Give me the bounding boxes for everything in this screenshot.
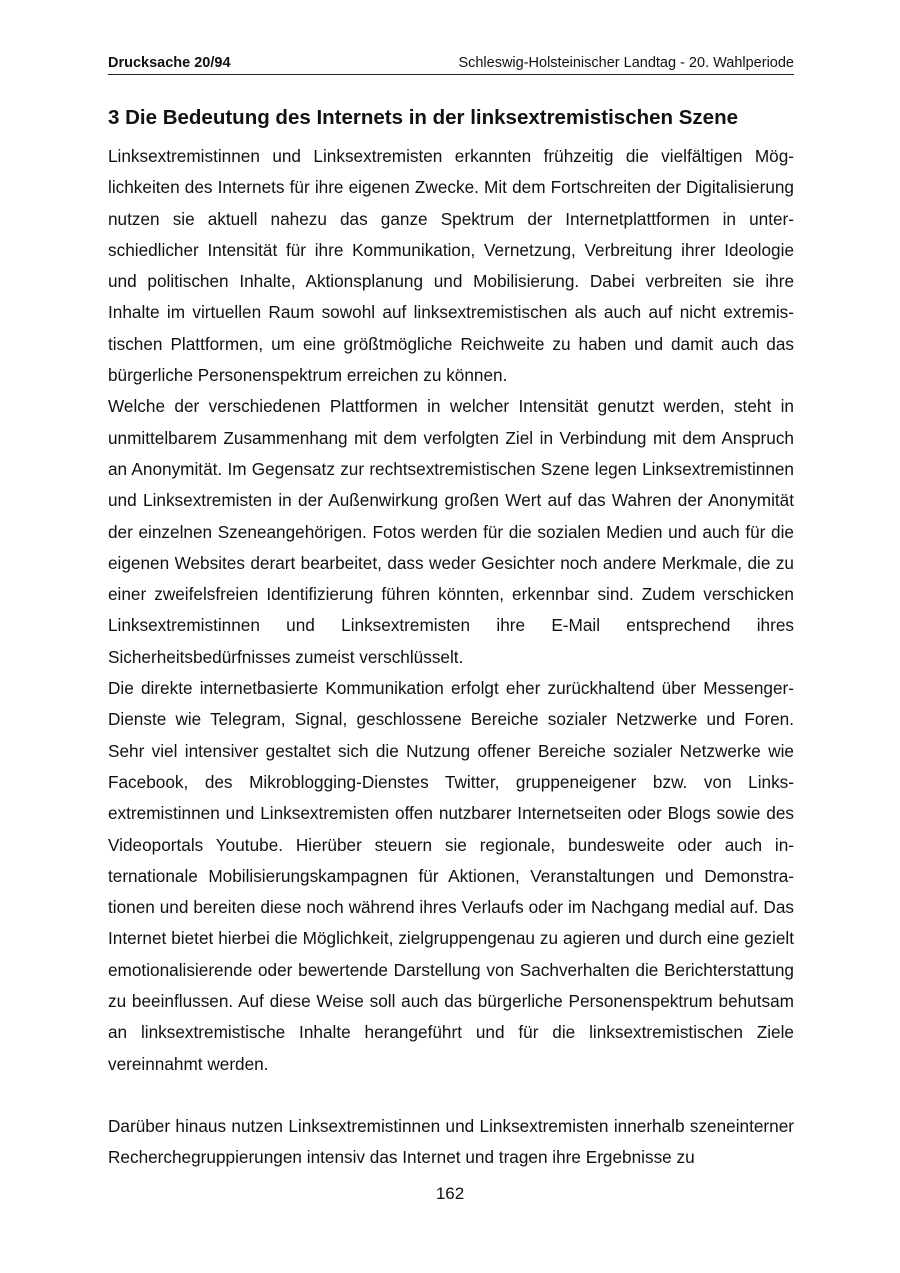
paragraph-4: Darüber hinaus nutzen Linksextremistinnen und Linksextremisten innerhalb szeneinterner Recherchegruppierungen intensiv das Internet und tragen ihre Ergebnisse zu (108, 1115, 794, 1168)
document-number: Drucksache 20/94 (108, 55, 231, 71)
paragraph-1: Linksextremistinnen und Linksextremisten erkannten frühzeitig die vielfältigen Möglichkeiten des Internets für ihre eigenen Zwecke. Mit dem Fortschreiten der Digitalisierung nutzen sie aktuell nahezu das ganze Spektrum der Internetplattformen in unterschiedlicher Intensität für ihre Kommunikation, Vernetzung, Verbreitung ihrer Ideologie und politischen Inhalte, Aktionsplanung und Mobilisierung. Dabei verbreiten sie ihre Inhalte im virtuellen Raum sowohl auf linksextremistischen als auch auf nicht extremistischen Plattformen, um eine größtmögliche Reichweite zu haben und damit auch das bürgerliche Personenspektrum erreichen zu können. (108, 146, 794, 386)
body-text (108, 141, 794, 1174)
document-page (108, 52, 794, 1174)
page-header (108, 52, 794, 75)
publisher-line: Schleswig-Holsteinischer Landtag - 20. Wahlperiode (458, 55, 794, 71)
section-heading: 3 Die Bedeutung des Internets in der linksextremistischen Szene (108, 106, 738, 129)
paragraph-2: Welche der verschiedenen Plattformen in welcher Intensität genutzt werden, steht in unmittelbarem Zusammenhang mit dem verfolgten Ziel in Verbindung mit dem Anspruch an Anonymität. Im Gegensatz zur rechtsextremistischen Szene legen Linksextremistinnen und Linksextremisten in der Außenwirkung großen Wert auf das Wahren der Anonymität der einzelnen Szeneangehörigen. Fotos werden für die sozialen Medien und auch für die eigenen Websites derart bearbeitet, dass weder Gesichter noch andere Merkmale, die zu einer zweifelsfreien Identifizierung führen könnten, erkennbar sind. Zudem verschicken Linksextremistinnen und Linksextremisten ihre E-Mail entsprechend ihres Sicherheitsbedürfnisses zumeist verschlüsselt. (108, 396, 794, 667)
page-number: 162 (435, 1184, 465, 1203)
paragraph-3: Die direkte internetbasierte Kommunikation erfolgt eher zurückhaltend über Messenger-Dienste wie Telegram, Signal, geschlossene Bereiche sozialer Netzwerke und Foren. Sehr viel intensiver gestaltet sich die Nutzung offener Bereiche sozialer Netzwerke wie Facebook, des Mikroblogging-Dienstes Twitter, gruppeneigener bzw. von Linksextremistinnen und Linksextremisten offen nutzbarer Internetseiten oder Blogs sowie des Videoportals Youtube. Hierüber steuern sie regionale, bundesweite oder auch internationale Mobilisierungskampagnen für Aktionen, Veranstaltungen und Demonstrationen und bereiten diese noch während ihres Verlaufs oder im Nachgang medial auf. Das Internet bietet hierbei die Möglichkeit, zielgruppengenau zu agieren und durch eine gezielt emotionalisierende oder bewertende Darstellung von Sachverhalten die Berichterstattung zu beeinflussen. Auf diese Weise soll auch das bürgerliche Personenspektrum behutsam an linksextremistische Inhalte herangeführt und für die linksextremistischen Ziele vereinnahmt werden. (108, 678, 794, 1074)
